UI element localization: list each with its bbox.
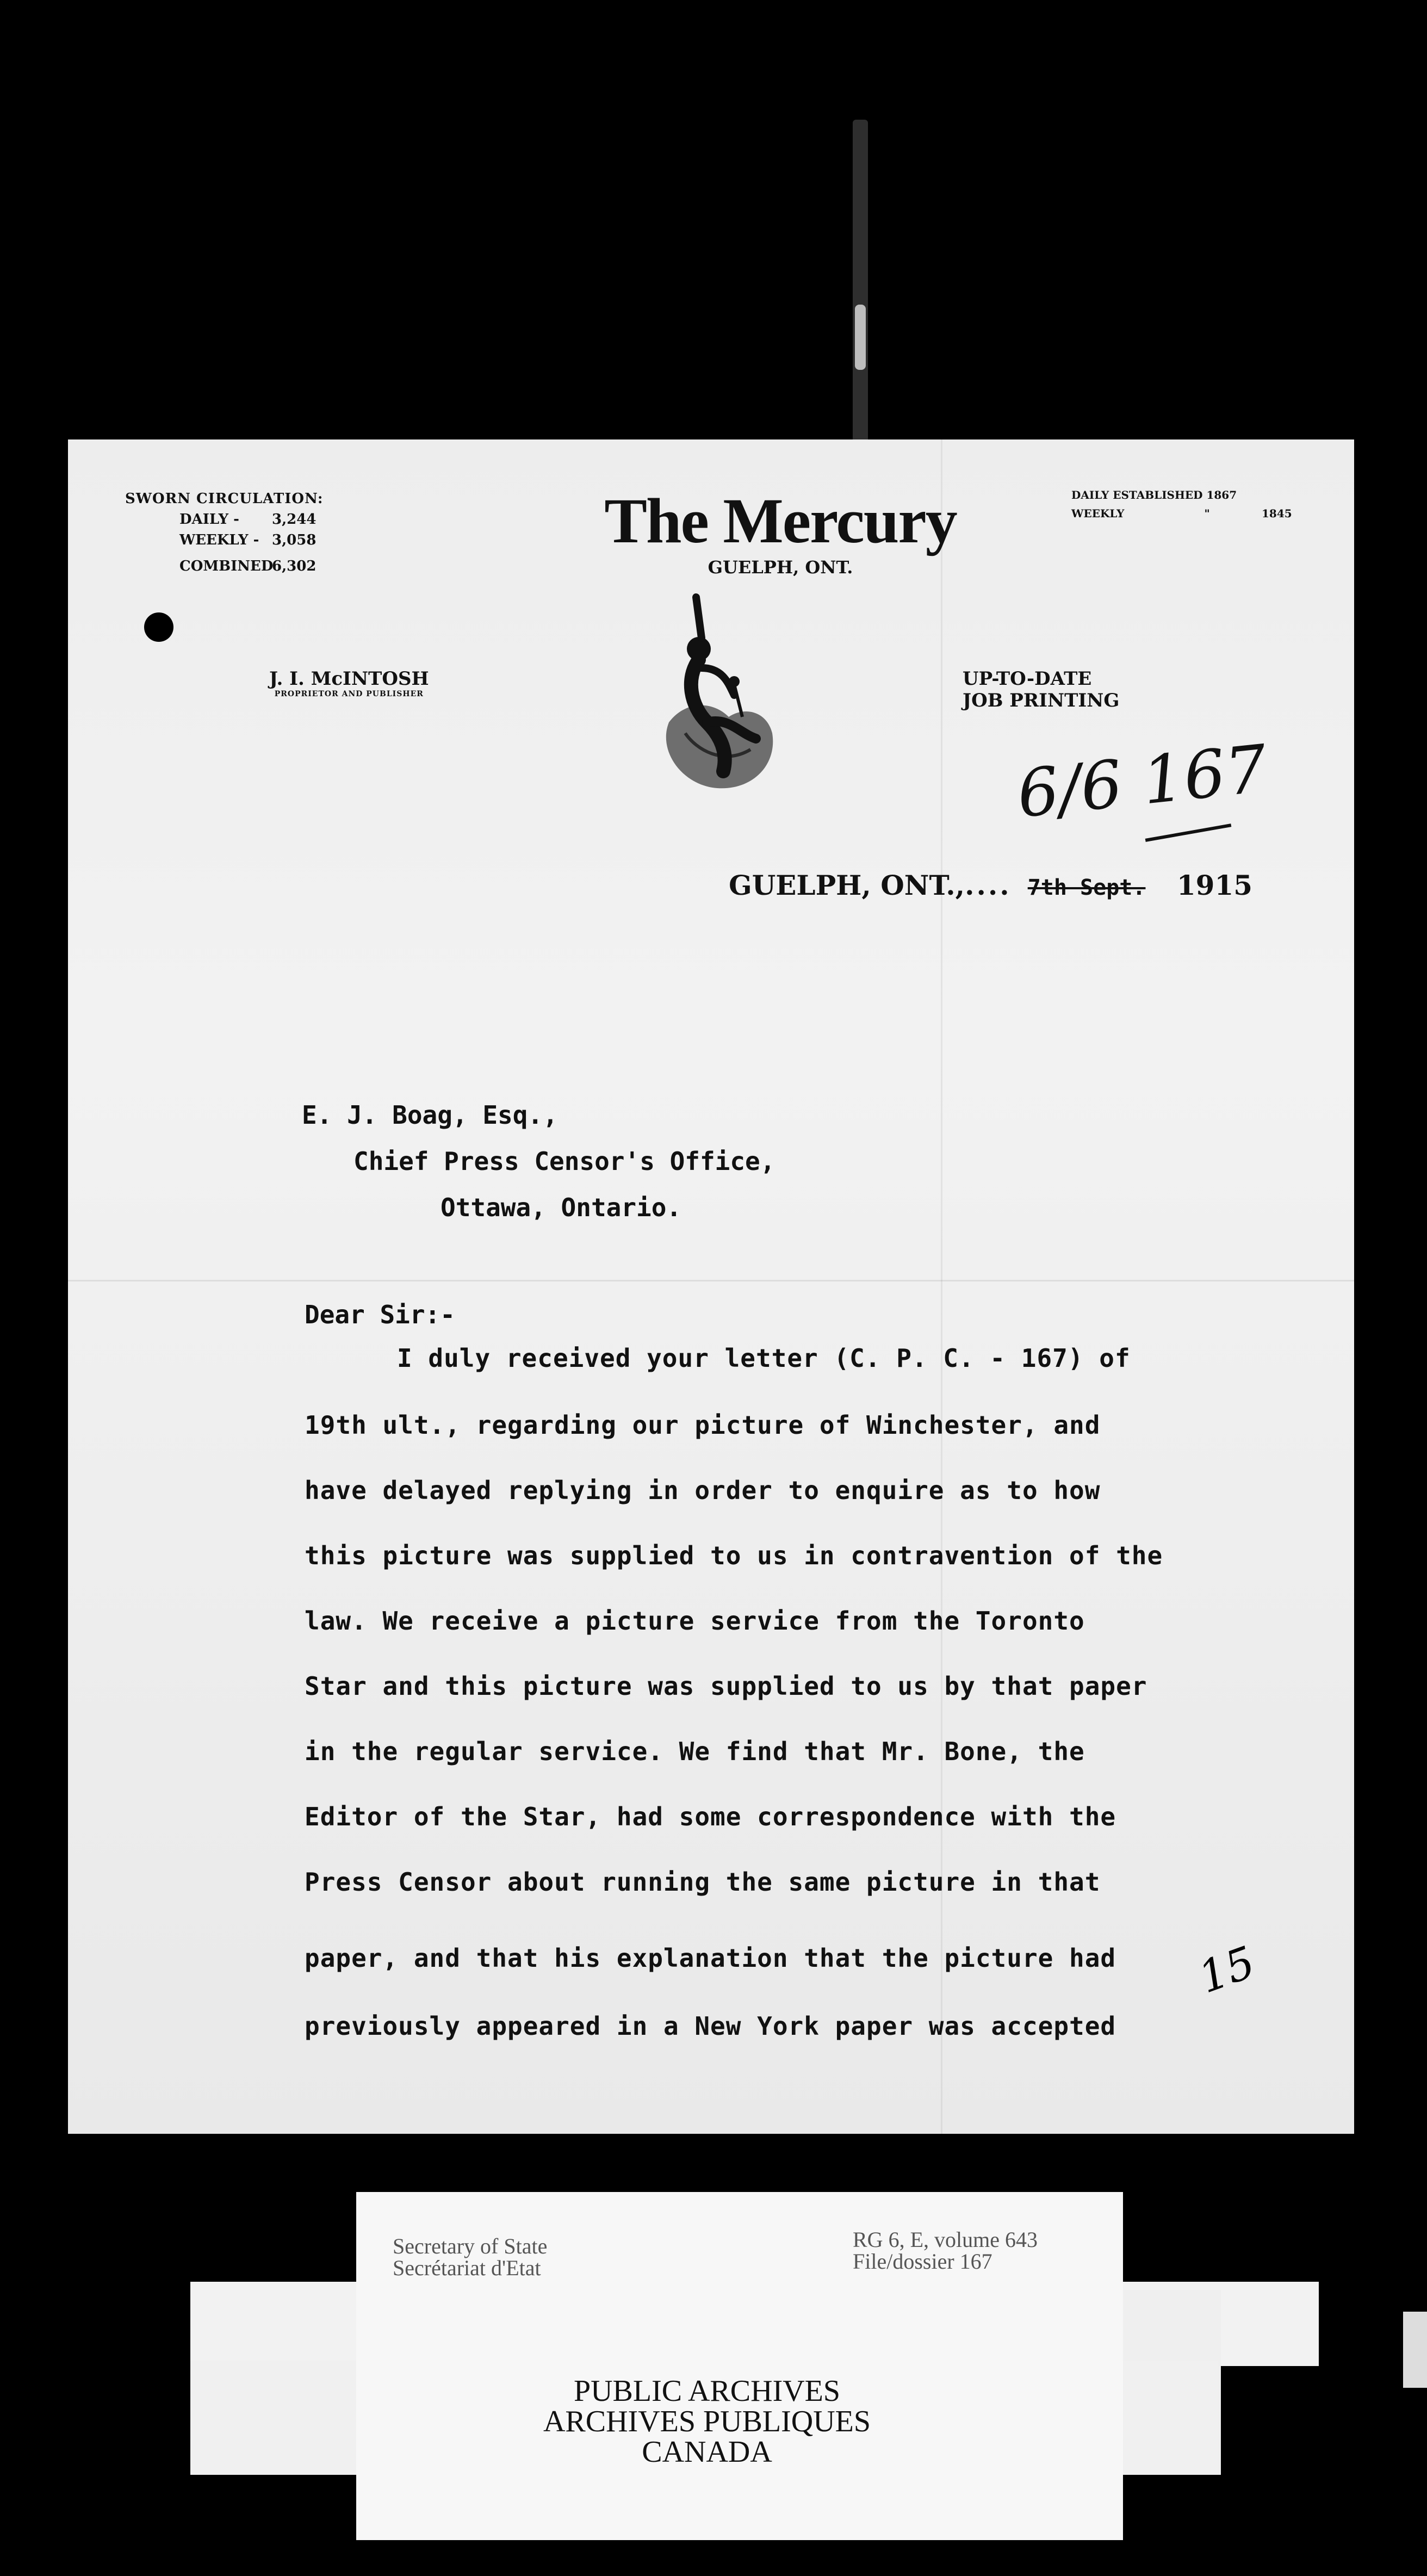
established-info [1071,486,1292,523]
handwritten-underline [1145,823,1232,842]
body-line-8: Editor of the Star, had some correspondence with the [305,1802,1116,1831]
body-line-9: Press Censor about running the same picture in that [305,1867,1101,1897]
weekly-label: WEEKLY - [179,532,259,548]
daily-value: 3,244 [272,511,317,528]
paper-clip [855,305,866,370]
body-line-4: this picture was supplied to us in contravention of the [305,1541,1163,1570]
body-line-7: in the regular service. We find that Mr. Bone, the [305,1737,1085,1766]
body-line-2: 19th ult., regarding our picture of Winchester, and [305,1410,1101,1440]
dateline [729,869,1252,901]
body-line-10: paper, and that his explanation that the picture had [305,1943,1116,1973]
combined-value: 6,302 [272,558,317,574]
weekly-value: 3,058 [272,532,317,548]
paper-clip-shadow [853,120,868,457]
dateline-date: 7th Sept. [1027,875,1146,900]
edge-strip [1403,2312,1427,2388]
body-line-1: I duly received your letter (C. P. C. - 167) of [397,1343,1131,1373]
masthead [530,485,1031,578]
archive-reference [853,2229,1038,2272]
salutation: Dear Sir:- [305,1300,455,1329]
proprietor [269,668,429,698]
archives-en: PUBLIC ARCHIVES [573,2374,841,2408]
reference-file: File/dossier 167 [853,2249,992,2274]
printing-line-1: UP-TO-DATE [963,668,1092,690]
dateline-year: 1915 [1176,869,1253,901]
letter-page [68,439,1354,2134]
job-printing [963,668,1119,711]
combined-label: COMBINED [179,558,274,574]
newspaper-name: The Mercury [604,485,957,556]
weekly-established-year: 1845 [1262,507,1292,520]
public-archives-label [500,2376,914,2467]
department-en: Secretary of State [393,2234,548,2258]
body-line-11: previously appeared in a New York paper was accepted [305,2011,1116,2041]
dateline-dots: .... [965,869,1012,901]
department-fr: Secrétariat d'Etat [393,2256,541,2280]
weekly-established-label: WEEKLY " [1071,507,1210,520]
handwritten-page-mark: 15 [1192,1936,1262,2003]
punch-hole [144,612,173,642]
printing-line-2: JOB PRINTING [963,690,1120,711]
handwritten-file-number: 6/6 167 [1013,731,1271,833]
proprietor-role: PROPRIETOR AND PUBLISHER [274,690,424,698]
dateline-place: GUELPH, ONT., [729,869,965,901]
archives-country: CANADA [642,2435,772,2469]
daily-label: DAILY - [179,511,239,528]
sworn-circulation [125,488,324,577]
daily-established: DAILY ESTABLISHED 1867 [1071,488,1237,501]
proprietor-name: J. I. McINTOSH [269,668,429,690]
fold-line-horizontal [68,1280,1354,1281]
address-line-2: Chief Press Censor's Office, [353,1147,775,1176]
mercury-figure-emblem [647,586,789,793]
body-line-6: Star and this picture was supplied to us by that paper [305,1671,1147,1701]
circulation-title: SWORN CIRCULATION: [125,491,324,507]
reference-volume: RG 6, E, volume 643 [853,2227,1038,2252]
body-line-3: have delayed replying in order to enquire as to how [305,1476,1101,1505]
address-line-3: Ottawa, Ontario. [440,1193,682,1222]
archives-fr: ARCHIVES PUBLIQUES [543,2405,871,2438]
masthead-city: GUELPH, ONT. [708,557,853,578]
archive-department [393,2236,547,2279]
body-line-5: law. We receive a picture service from the Toronto [305,1606,1085,1636]
address-line-1: E. J. Boag, Esq., [302,1100,558,1130]
